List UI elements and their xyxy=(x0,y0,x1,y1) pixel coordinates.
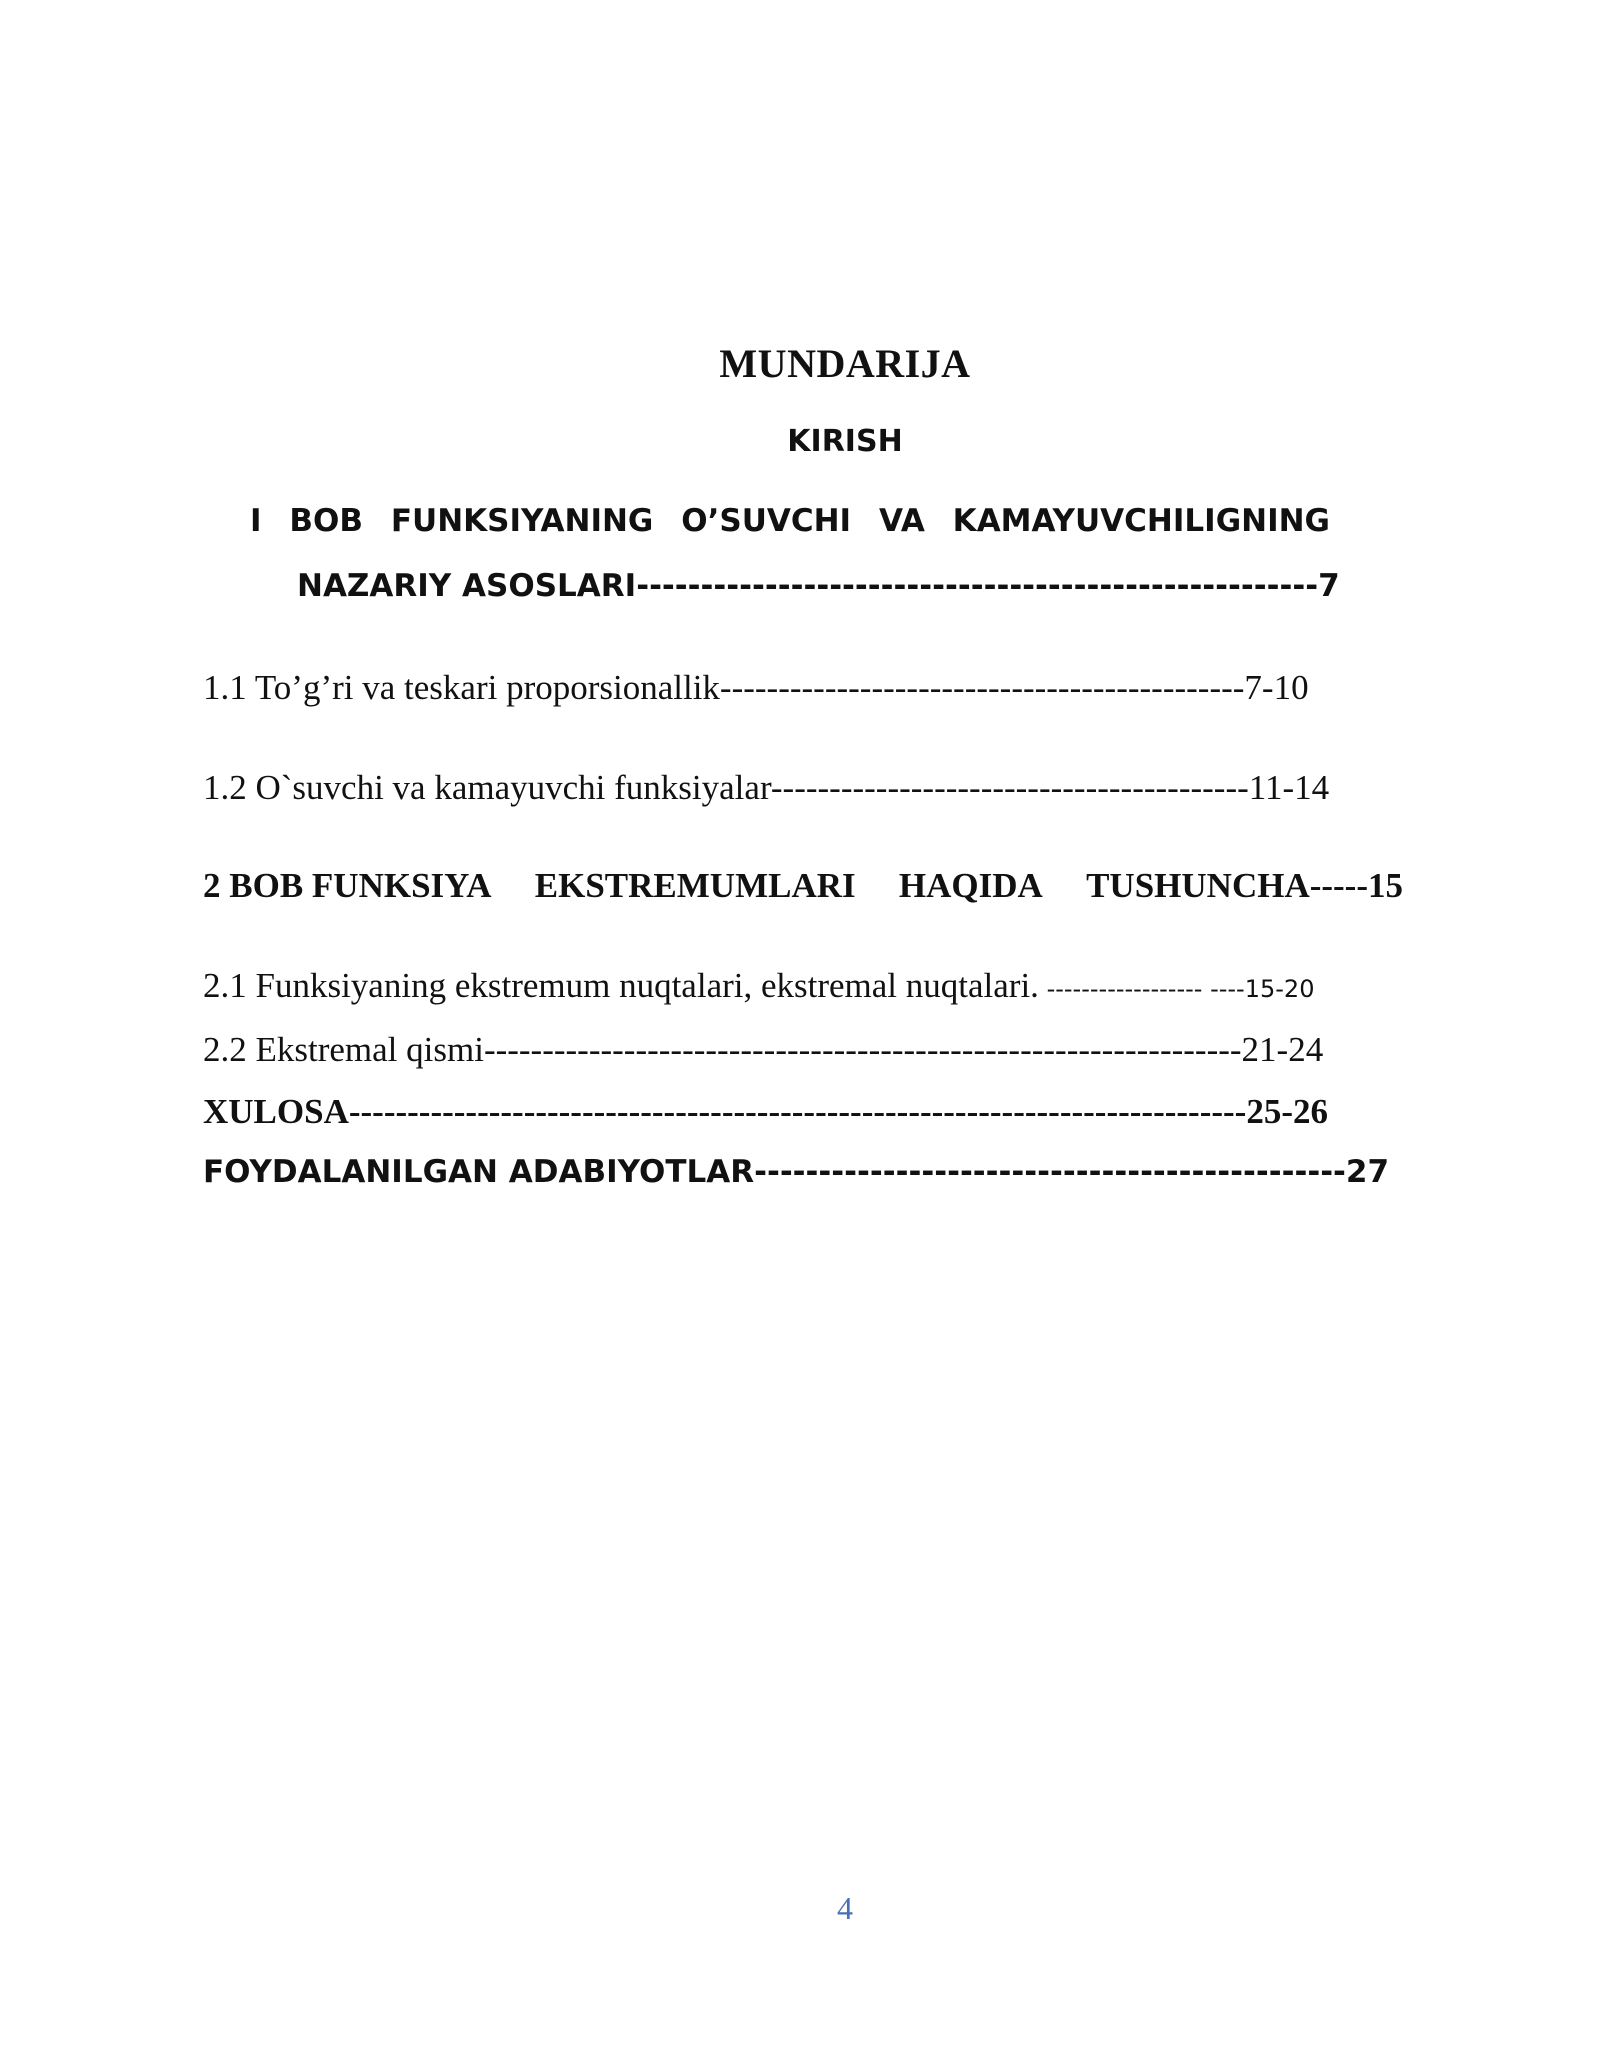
chapter-1-word: O’SUVCHI xyxy=(681,503,852,539)
section-2-1-leader: ------------------ ----15-20 xyxy=(1038,975,1315,1003)
toc-entry-section-1-2: 1.2 O`suvchi va kamayuvchi funksiyalar-----------------------------------------11-14 xyxy=(203,768,1330,807)
toc-title: MUNDARIJA xyxy=(719,341,971,386)
chapter-1-word: I xyxy=(250,503,262,539)
toc-entry-introduction: KIRISH xyxy=(787,424,903,459)
chapter-1-word: KAMAYUVCHILIGNING xyxy=(952,503,1330,539)
page-number: 4 xyxy=(837,1890,853,1926)
toc-entry-section-1-1: 1.1 To’g’ri va teskari proporsionallik---------------------------------------------7-10 xyxy=(203,668,1309,707)
chapter-2-word: HAQIDA xyxy=(898,866,1043,905)
section-2-1-text: 2.1 Funksiyaning ekstremum nuqtalari, ekstremal nuqtalari. xyxy=(203,966,1039,1005)
toc-entry-chapter-1 xyxy=(250,503,1330,539)
toc-entry-section-2-2: 2.2 Ekstremal qismi-----------------------------------------------------------------21-24 xyxy=(203,1030,1324,1069)
toc-entry-section-2-1 xyxy=(203,966,1314,1006)
toc-entry-chapter-1-continued: NAZARIY ASOSLARI-----------------------------------------------------7 xyxy=(297,568,1340,604)
chapter-2-word: 2 BOB FUNKSIYA xyxy=(203,866,492,905)
chapter-1-word: BOB xyxy=(289,503,364,539)
toc-entry-chapter-2 xyxy=(203,866,1403,906)
chapter-1-word: FUNKSIYANING xyxy=(390,503,654,539)
chapter-2-word: TUSHUNCHA-----15 xyxy=(1086,866,1403,905)
chapter-2-word: EKSTREMUMLARI xyxy=(534,866,856,905)
toc-entry-references: FOYDALANILGAN ADABIYOTLAR----------------------------------------------27 xyxy=(203,1154,1390,1190)
chapter-1-word: VA xyxy=(878,503,925,539)
toc-entry-conclusion: XULOSA-----------------------------------------------------------------------------25-26 xyxy=(203,1092,1328,1131)
